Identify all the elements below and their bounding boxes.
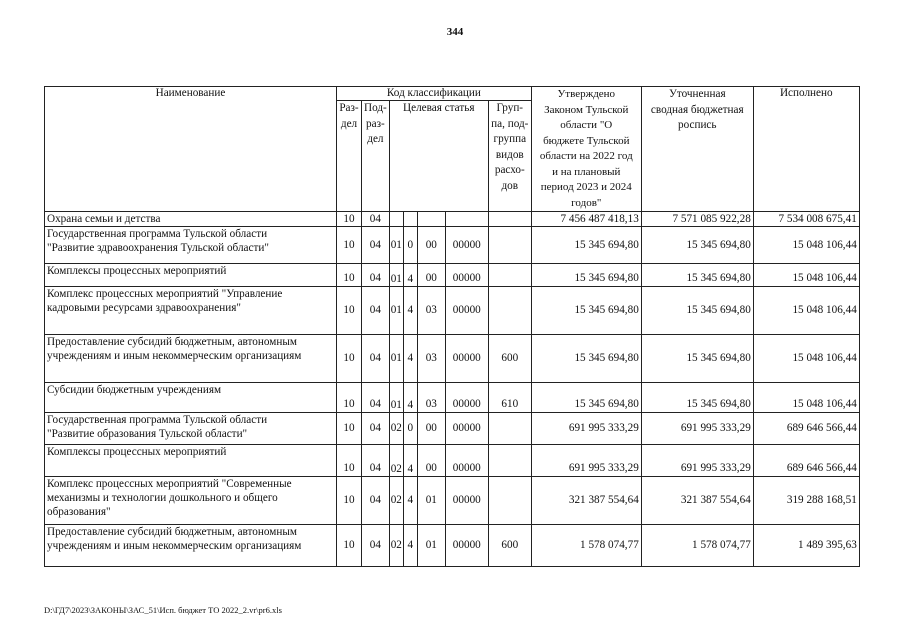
amount-executed: 15 048 106,44: [753, 227, 859, 264]
row-name: [45, 264, 337, 287]
code-g: [488, 227, 531, 264]
row-name-line: Субсидии бюджетным учреждениям: [47, 384, 222, 396]
code-g: [488, 212, 531, 227]
code-c4: 00000: [445, 477, 488, 525]
header-line: области на 2022 год: [539, 150, 633, 162]
row-name-line: Государственная программа Тульской области: [47, 414, 268, 426]
code-c1: 02: [389, 413, 403, 445]
header-line: области "О: [560, 119, 613, 131]
row-name-line: Предоставление субсидий бюджетным, автономным: [47, 526, 297, 538]
header-line: па, под-: [491, 117, 529, 130]
code-c1: 01: [389, 383, 403, 413]
code-c1: [389, 212, 403, 227]
header-line: дел: [340, 117, 358, 130]
code-p: 04: [362, 287, 390, 335]
code-c4: 00000: [445, 525, 488, 567]
amount-approved: 15 345 694,80: [531, 264, 641, 287]
amount-approved: 321 387 554,64: [531, 477, 641, 525]
code-c4: 00000: [445, 264, 488, 287]
code-c3: 00: [417, 264, 445, 287]
header-executed: Исполнено: [753, 87, 859, 212]
row-name: [45, 477, 337, 525]
row-name-line: Предоставление субсидий бюджетным, автономным: [47, 336, 297, 348]
header-line: группа: [493, 133, 527, 146]
header-line: расхо-: [494, 164, 525, 177]
code-r: 10: [337, 445, 362, 477]
code-c2: 4: [403, 287, 417, 335]
header-name: Наименование: [45, 87, 337, 212]
amount-refined: 15 345 694,80: [641, 335, 753, 383]
amount-executed: 689 646 566,44: [753, 413, 859, 445]
amount-refined: 691 995 333,29: [641, 445, 753, 477]
header-target-article: Целевая статья: [389, 101, 488, 212]
code-c3: 00: [417, 413, 445, 445]
header-expense-group: [488, 101, 531, 212]
table-row: [45, 445, 860, 477]
header-line: дел: [367, 133, 384, 146]
code-c4: 00000: [445, 413, 488, 445]
amount-refined: 1 578 074,77: [641, 525, 753, 567]
row-name-line: Охрана семьи и детства: [47, 213, 161, 225]
amount-refined: 15 345 694,80: [641, 264, 753, 287]
table-row: [45, 383, 860, 413]
header-line: годов": [571, 196, 602, 209]
code-g: [488, 445, 531, 477]
row-name-line: образования": [47, 506, 111, 518]
code-c4: 00000: [445, 445, 488, 477]
amount-refined: 15 345 694,80: [641, 287, 753, 335]
header-razdel: [337, 101, 362, 212]
code-c3: 03: [417, 383, 445, 413]
code-c3: [417, 212, 445, 227]
budget-table: [44, 86, 860, 567]
code-c4: 00000: [445, 383, 488, 413]
code-c3: 01: [417, 525, 445, 567]
amount-refined: 691 995 333,29: [641, 413, 753, 445]
header-line: Под-: [364, 102, 387, 115]
row-name-line: "Развитие образования Тульской области": [47, 428, 248, 440]
row-name-line: "Развитие здравоохранения Тульской области": [47, 242, 269, 254]
code-p: 04: [362, 264, 390, 287]
code-c2: 4: [403, 477, 417, 525]
code-r: 10: [337, 413, 362, 445]
code-c1: 02: [389, 445, 403, 477]
code-c2: 0: [403, 413, 417, 445]
amount-executed: 15 048 106,44: [753, 383, 859, 413]
code-c4: 00000: [445, 227, 488, 264]
amount-approved: 691 995 333,29: [531, 445, 641, 477]
amount-executed: 689 646 566,44: [753, 445, 859, 477]
code-g: 600: [488, 525, 531, 567]
row-name-line: кадровыми ресурсами здравоохранения": [47, 302, 241, 314]
row-name-line: Комплекс процессных мероприятий "Управление: [47, 288, 283, 300]
amount-refined: 15 345 694,80: [641, 227, 753, 264]
code-r: 10: [337, 227, 362, 264]
header-line: бюджете Тульской: [543, 134, 630, 147]
header-refined: [641, 87, 753, 212]
amount-approved: 15 345 694,80: [531, 227, 641, 264]
header-line: Раз-: [339, 102, 359, 115]
header-line: дов: [501, 179, 519, 192]
page-number: 344: [446, 26, 464, 38]
table-row: [45, 477, 860, 525]
code-r: 10: [337, 212, 362, 227]
code-p: 04: [362, 335, 390, 383]
code-p: 04: [362, 212, 390, 227]
code-c3: 03: [417, 335, 445, 383]
code-c1: 01: [389, 264, 403, 287]
code-p: 04: [362, 227, 390, 264]
row-name: [45, 335, 337, 383]
code-c4: 00000: [445, 287, 488, 335]
header-line: Законом Тульской: [544, 103, 629, 116]
code-c2: 4: [403, 383, 417, 413]
code-c2: [403, 212, 417, 227]
code-g: 600: [488, 335, 531, 383]
header-line: Утверждено: [557, 88, 616, 100]
amount-executed: 15 048 106,44: [753, 335, 859, 383]
file-path-footer: D:\ГД7\2023\ЗАКОНЫ\ЗАС_51\Исп. бюджет ТО 2022_2.vr\pr6.xls: [44, 605, 282, 615]
header-line: раз-: [366, 117, 385, 130]
table-row: [45, 335, 860, 383]
row-name: [45, 227, 337, 264]
row-name-line: Комплексы процессных мероприятий: [47, 265, 227, 277]
row-name: [45, 383, 337, 413]
row-name-line: Государственная программа Тульской области: [47, 228, 268, 240]
table-row: [45, 227, 860, 264]
row-name-line: механизмы и технологии дошкольного и общего: [47, 492, 278, 504]
table-row: [45, 413, 860, 445]
code-c3: 03: [417, 287, 445, 335]
code-g: 610: [488, 383, 531, 413]
row-name: [45, 445, 337, 477]
header-line: и на плановый: [552, 165, 621, 178]
code-c3: 01: [417, 477, 445, 525]
code-g: [488, 477, 531, 525]
code-p: 04: [362, 383, 390, 413]
code-r: 10: [337, 264, 362, 287]
code-g: [488, 264, 531, 287]
row-name: [45, 413, 337, 445]
code-p: 04: [362, 477, 390, 525]
code-r: 10: [337, 383, 362, 413]
amount-approved: 7 456 487 418,13: [531, 212, 641, 227]
code-r: 10: [337, 525, 362, 567]
header-approved: [531, 87, 641, 212]
row-name-line: Комплексы процессных мероприятий: [47, 446, 227, 458]
amount-refined: 15 345 694,80: [641, 383, 753, 413]
amount-refined: 321 387 554,64: [641, 477, 753, 525]
code-c2: 4: [403, 264, 417, 287]
table-row: [45, 525, 860, 567]
code-c3: 00: [417, 227, 445, 264]
code-r: 10: [337, 477, 362, 525]
header-podrazdel: [362, 101, 390, 212]
amount-approved: 15 345 694,80: [531, 383, 641, 413]
row-name: [45, 212, 337, 227]
amount-executed: 15 048 106,44: [753, 287, 859, 335]
amount-refined: 7 571 085 922,28: [641, 212, 753, 227]
header-row-1: [45, 87, 860, 101]
header-line: период 2023 и 2024: [540, 181, 632, 193]
code-g: [488, 287, 531, 335]
code-c4: [445, 212, 488, 227]
code-p: 04: [362, 525, 390, 567]
header-line: Уточненная: [668, 88, 726, 100]
row-name: [45, 287, 337, 335]
code-c4: 00000: [445, 335, 488, 383]
table-row: [45, 212, 860, 227]
code-c1: 01: [389, 227, 403, 264]
header-code-classification: Код классификации: [337, 87, 532, 101]
code-r: 10: [337, 335, 362, 383]
amount-approved: 1 578 074,77: [531, 525, 641, 567]
header-line: сводная бюджетная: [650, 103, 744, 116]
header-line: видов: [495, 148, 524, 161]
code-c1: 02: [389, 477, 403, 525]
amount-executed: 15 048 106,44: [753, 264, 859, 287]
header-line: Груп-: [496, 102, 524, 115]
row-name: [45, 525, 337, 567]
code-p: 04: [362, 445, 390, 477]
code-c1: 01: [389, 335, 403, 383]
table-row: [45, 264, 860, 287]
amount-executed: 319 288 168,51: [753, 477, 859, 525]
amount-executed: 7 534 008 675,41: [753, 212, 859, 227]
amount-executed: 1 489 395,63: [753, 525, 859, 567]
amount-approved: 15 345 694,80: [531, 335, 641, 383]
code-c1: 02: [389, 525, 403, 567]
row-name-line: учреждениям и иным некоммерческим организациям: [47, 540, 302, 552]
code-c2: 0: [403, 227, 417, 264]
code-p: 04: [362, 413, 390, 445]
code-c2: 4: [403, 445, 417, 477]
code-c2: 4: [403, 525, 417, 567]
row-name-line: учреждениям и иным некоммерческим организациям: [47, 350, 302, 362]
code-c1: 01: [389, 287, 403, 335]
header-line: роспись: [678, 119, 717, 131]
table-row: [45, 287, 860, 335]
code-r: 10: [337, 287, 362, 335]
code-c2: 4: [403, 335, 417, 383]
row-name-line: Комплекс процессных мероприятий "Современные: [47, 478, 292, 490]
amount-approved: 691 995 333,29: [531, 413, 641, 445]
code-g: [488, 413, 531, 445]
code-c3: 00: [417, 445, 445, 477]
amount-approved: 15 345 694,80: [531, 287, 641, 335]
